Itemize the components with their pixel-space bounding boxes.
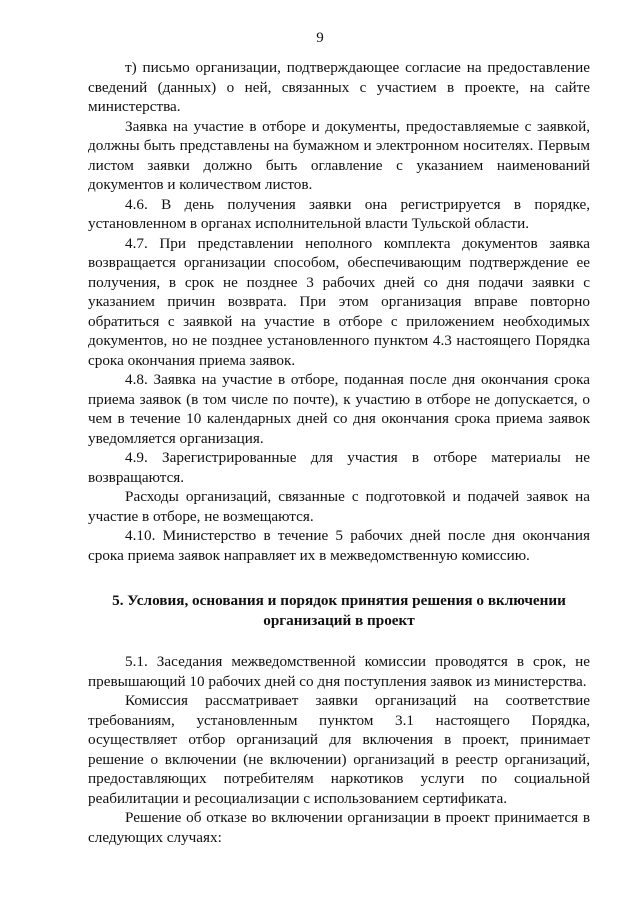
paragraph-4-6: 4.6. В день получения заявки она регистрируется в порядке, установленном в органах исполнительной власти Тульской области.	[88, 195, 590, 232]
paragraph-4-7: 4.7. При представлении неполного комплекта документов заявка возвращается организации способом, обеспечивающим подтверждение ее получения, в срок не позднее 3 рабочих дней со дня подачи заявки с указанием причин возврата. При этом организация вправе повторно обратиться с заявкой на участие в отборе с приложением необходимых документов, но не позднее установленного пунктом 4.3 настоящего Порядка срока окончания приема заявок.	[88, 234, 590, 369]
paragraph-4-10: 4.10. Министерство в течение 5 рабочих дней после дня окончания срока приема заявок направляет их в межведомственную комиссию.	[88, 527, 590, 564]
section-heading-line-2: организаций в проект	[263, 611, 415, 629]
section-heading	[88, 591, 590, 630]
section-heading-line-1: 5. Условия, основания и порядок принятия решения о включении	[112, 592, 566, 609]
document-body	[88, 58, 590, 847]
paragraph-refusal: Решение об отказе во включении организации в проект принимается в следующих случаях:	[88, 809, 590, 846]
paragraph-commission: Комиссия рассматривает заявки организаций на соответствие требованиям, установленным пунктом 3.1 настоящего Порядка, осуществляет отбор организаций для включения в проект, принимает решение о включении (не включении) организаций в реестр организаций, предоставляющих потребителям наркотиков услуги по социальной реабилитации и ресоциализации с использованием сертификата.	[88, 692, 590, 807]
paragraph-4-9: 4.9. Зарегистрированные для участия в отборе материалы не возвращаются.	[88, 449, 590, 486]
paragraph-application-requirements: Заявка на участие в отборе и документы, предоставляемые с заявкой, должны быть представлены на бумажном и электронном носителях. Первым листом заявки должно быть оглавление с указанием наименований документов и количеством листов.	[88, 117, 590, 193]
paragraph-item-t: т) письмо организации, подтверждающее согласие на предоставление сведений (данных) о ней, связанных с участием в проекте, на сайте министерства.	[88, 59, 590, 115]
page-number: 9	[316, 30, 324, 46]
paragraph-4-8: 4.8. Заявка на участие в отборе, поданная после дня окончания срока приема заявок (в том числе по почте), к участию в отборе не допускается, о чем в течение 10 календарных дней со дня окончания срока приема заявок уведомляется организация.	[88, 371, 590, 447]
paragraph-5-1: 5.1. Заседания межведомственной комиссии проводятся в срок, не превышающий 10 рабочих дней со дня поступления заявок из министерства.	[88, 653, 590, 690]
paragraph-expenses: Расходы организаций, связанные с подготовкой и подачей заявок на участие в отборе, не возмещаются.	[88, 488, 590, 525]
